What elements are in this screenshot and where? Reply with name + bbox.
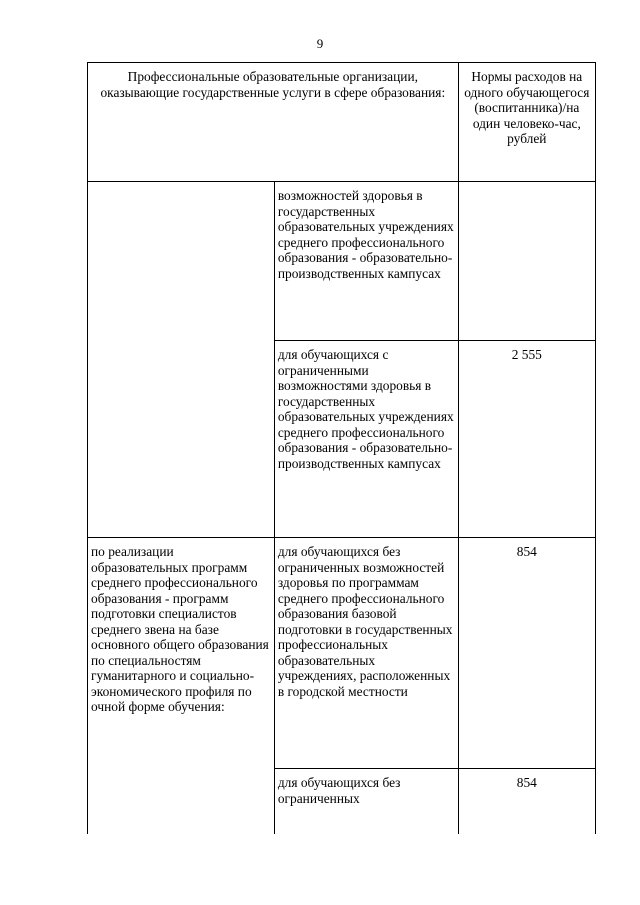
norms-table-container <box>87 62 596 834</box>
page-number: 9 <box>316 36 324 51</box>
subcategory-cell: возможностей здоровья в государственных образовательных учреждениях среднего профессионального образования - образовательно-производственных кампусах <box>274 182 458 341</box>
value-cell: 2 555 <box>458 341 595 538</box>
subcategory-cell: для обучающихся с ограниченными возможностями здоровья в государственных образовательных учреждениях среднего профессионального образования - образовательно-производственных кампусах <box>274 341 458 538</box>
category-cell: по реализации образовательных программ среднего профессионального образования - программ подготовки специалистов среднего звена на базе основного общего образования по специальностям гуманитарного и социально-экономического профиля по очной форме обучения: <box>88 538 275 835</box>
header-norms: Нормы расходов на одного обучающегося (воспитанника)/на один человеко-час, рублей <box>458 63 595 182</box>
header-row <box>88 63 596 182</box>
value-cell <box>458 182 595 341</box>
value-cell: 854 <box>458 538 595 769</box>
value-cell: 854 <box>458 769 595 835</box>
header-organizations: Профессиональные образовательные организации, оказывающие государственные услуги в сфере образования: <box>88 63 459 182</box>
subcategory-cell: для обучающихся без ограниченных <box>274 769 458 835</box>
norms-table <box>87 62 596 834</box>
category-cell <box>88 182 275 538</box>
subcategory-cell: для обучающихся без ограниченных возможностей здоровья по программам среднего профессионального образования базовой подготовки в государственных профессиональных образовательных учреждениях, расположенных в городской местности <box>274 538 458 769</box>
table-row <box>88 538 596 769</box>
table-row <box>88 182 596 341</box>
